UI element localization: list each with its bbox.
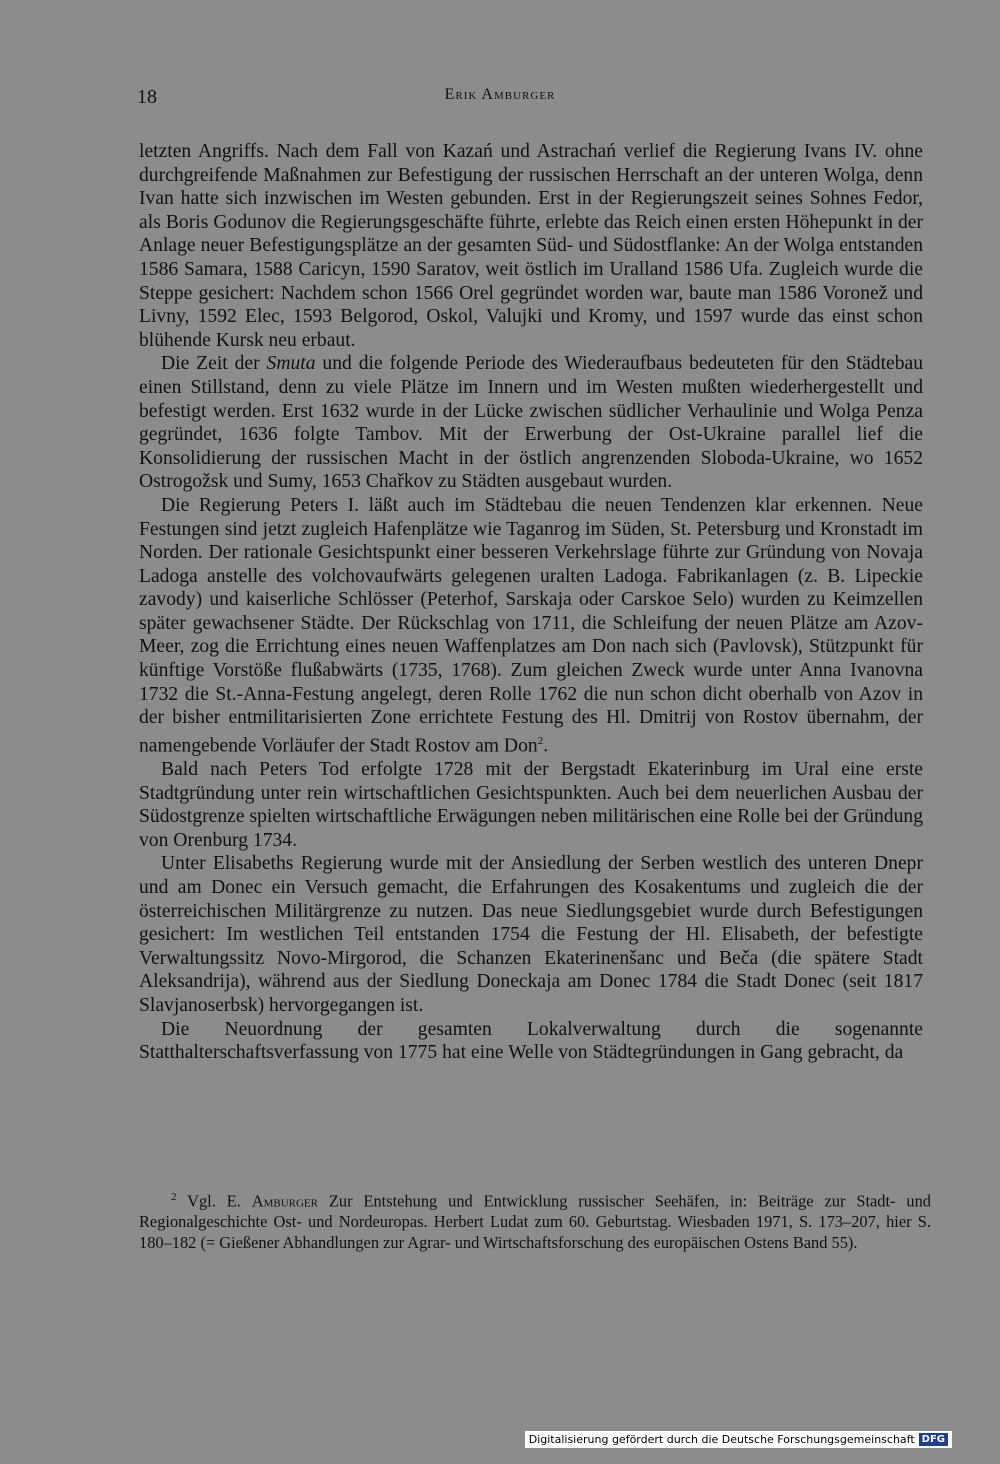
paragraph <box>139 140 923 352</box>
footnote-author: Amburger <box>251 1191 318 1211</box>
paragraph <box>139 352 923 494</box>
paragraph-text: Die Neuordnung der gesamten Lokalverwaltung durch die sogenannte Statthalterschaftsverfassung von 1775 hat eine Welle von Städtegründungen in Gang gebracht, da <box>139 1018 923 1064</box>
paragraph-text: und die folgende Periode des Wiederaufbaus bedeuteten für den Städtebau einen Stillstand, denn zu viele Plätze im Innern und im Westen mußten wiederhergestellt und befestigt werden. Erst 1632 wurde in der Lücke zwischen südlicher Verhaulinie und Wolga Penza gegründet, 1636 folgte Tambov. Mit der Erwerbung der Ost-Ukraine parallel lief die Konsolidierung der russischen Macht in der östlich angrenzenden Sloboda-Ukraine, wo 1652 Ostrogožsk und Sumy, 1653 Chařkov zu Städten ausgebaut wurden. <box>139 353 924 493</box>
page-number: 18 <box>137 86 157 108</box>
paragraph <box>139 852 923 1017</box>
dfg-logo: DFG <box>919 1433 948 1446</box>
paragraph-text: Bald nach Peters Tod erfolgte 1728 mit der Bergstadt Ekaterinburg im Ural eine erste Stadtgründung unter rein wirtschaftlichen Gesichtspunkten. Auch bei dem neuerlichen Ausbau der Südostgrenze spielten wirtschaftliche Erwägungen neben militärischen eine Rolle bei der Gründung von Orenburg 1734. <box>139 758 923 851</box>
body-text <box>139 140 923 1065</box>
paragraph <box>139 494 923 758</box>
footnote-prefix: Vgl. E. <box>176 1191 252 1211</box>
paragraph <box>139 758 923 852</box>
running-head: Erik Amburger <box>444 86 556 103</box>
paragraph-text: . <box>543 735 549 757</box>
paragraph-text: letzten Angriffs. Nach dem Fall von Kazań und Astrachań verlief die Regierung Ivans IV. ohne durchgreifende Maßnahmen zur Befestigung der russischen Herrschaft an der unteren Wolga, denn Ivan hatte sich inzwischen im Westen gebunden. Erst in der Regierungszeit seines Sohnes Fedor, als Boris Godunov die Regierungsgeschäfte führte, erlebte das Reich einen ersten Höhepunkt in der Anlage neuer Befestigungsplätze an der gesamten Süd- und Südostflanke: An der Wolga entstanden 1586 Samara, 1588 Caricyn, 1590 Saratov, weit östlich im Uralland 1586 Ufa. Zugleich wurde die Steppe gesichert: Nachdem schon 1566 Orel gegründet worden war, baute man 1586 Voronež und Livny, 1592 Elec, 1593 Belgorod, Oskol, Valujki und Kromy, und 1597 wurde das einst schon blühende Kursk neu erbaut. <box>139 141 923 351</box>
footnote <box>139 1187 931 1253</box>
footnote-reference[interactable]: 2 <box>537 734 544 747</box>
footnote-text <box>139 1187 931 1253</box>
footnote-body: Zur Entstehung und Entwicklung russischer Seehäfen, in: Beiträge zur Stadt- und Regionalgeschichte Ost- und Nordeuropas. Herbert Ludat zum 60. Geburtstag. Wiesbaden 1971, S. 173–207, hier S. 180–182 (= Gießener Abhandlungen zur Agrar- und Wirtschaftsforschung des europäischen Ostens Band 55). <box>139 1191 931 1253</box>
paragraph-text: Die Zeit der <box>161 353 267 375</box>
paragraph-text: Unter Elisabeths Regierung wurde mit der Ansiedlung der Serben westlich des unteren Dnepr und am Donec ein Versuch gemacht, die Erfahrungen des Kosakentums und zugleich die der österreichischen Militärgrenze zu nutzen. Das neue Siedlungsgebiet wurde durch Befestigungen gesichert: Im westlichen Teil entstanden 1754 die Festung der Hl. Elisabeth, der befestigte Verwaltungssitz Novo-Mirgorod, die Schanzen Ekaterinenšanc und Beča (die spätere Stadt Aleksandrija), während aus der Siedlung Doneckaja am Donec 1784 die Stadt Donec (seit 1817 Slavjanoserbsk) hervorgegangen ist. <box>139 853 923 1016</box>
emphasis-term: Smuta <box>266 353 316 375</box>
credit-text: Digitalisierung gefördert durch die Deutsche Forschungsgemeinschaft <box>528 1433 915 1446</box>
paragraph <box>139 1018 923 1065</box>
footnote-marker: 2 <box>171 1191 177 1203</box>
digitization-credit <box>525 1431 952 1448</box>
paragraph-text: Die Regierung Peters I. läßt auch im Städtebau die neuen Tendenzen klar erkennen. Neue Festungen sind jetzt zugleich Hafenplätze wie Taganrog im Süden, St. Petersburg und Kronstadt im Norden. Der rationale Gesichtspunkt einer besseren Verkehrslage führte zur Gründung von Novaja Ladoga anstelle des volchovaufwärts gelegenen uralten Ladoga. Fabrikanlagen (z. B. Lipeckie zavody) und kaiserliche Schlösser (Peterhof, Sarskaja oder Carskoe Selo) wurden zu Keimzellen später gewachsener Städte. Der Rückschlag von 1711, die Schleifung der neuen Plätze am Azov-Meer, zog die Errichtung eines neuen Waffenplatzes am Don nach sich (Pavlovsk), Stützpunkt für künftige Vorstöße flußabwärts (1735, 1768). Zum gleichen Zweck wurde unter Anna Ivanovna 1732 die St.-Anna-Festung angelegt, deren Rolle 1762 die nun schon dicht oberhalb von Azov in der bisher entmilitarisierten Zone errichtete Festung des Hl. Dmitrij von Rostov übernahm, der namengebende Vorläufer der Stadt Rostov am Don <box>139 494 923 757</box>
